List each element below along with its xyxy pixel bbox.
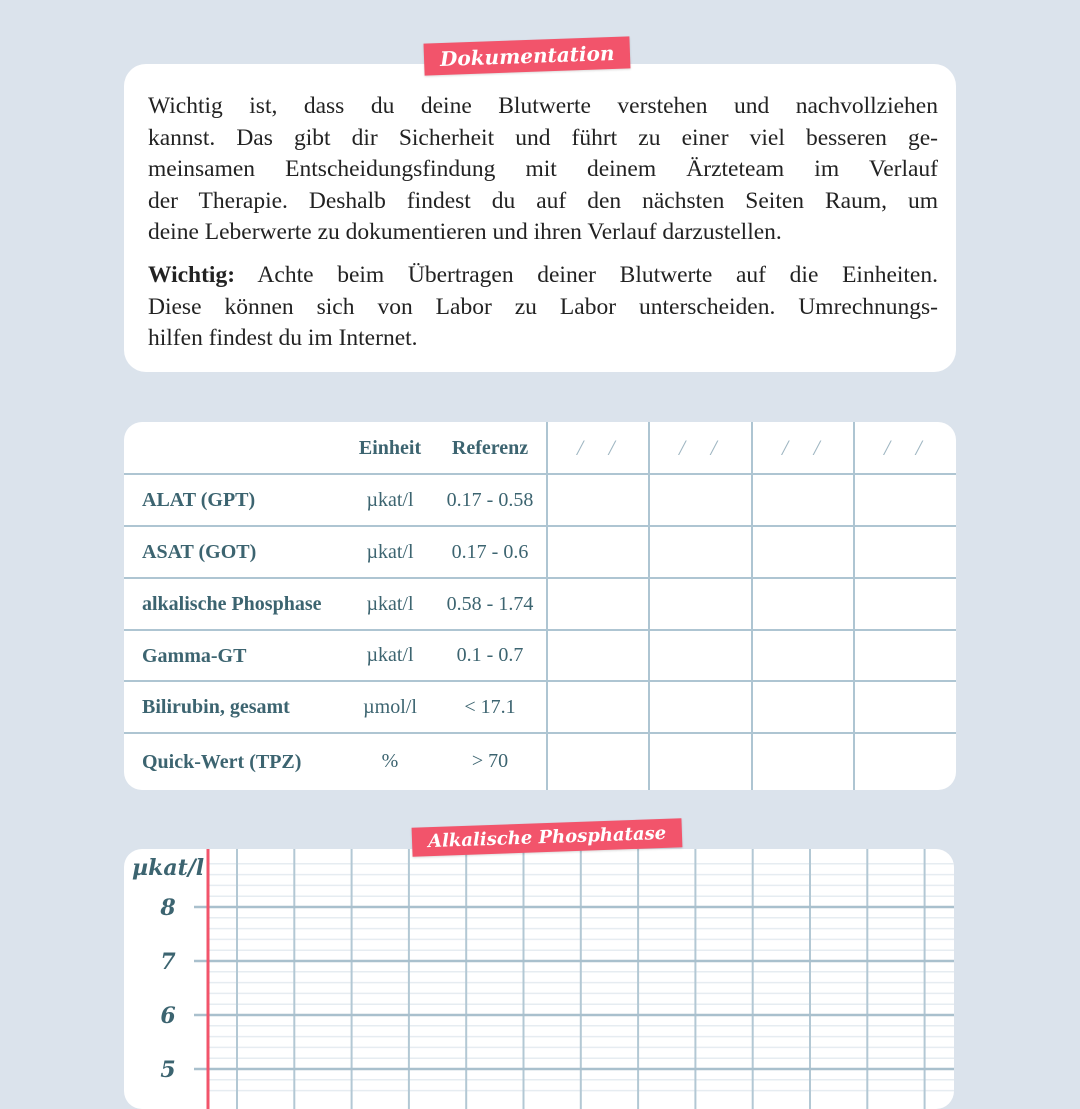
value-input[interactable] [649, 578, 749, 630]
y-tick-label: 6 [160, 1003, 176, 1029]
value-input[interactable] [547, 578, 647, 630]
y-tick-label: 5 [160, 1057, 176, 1083]
value-input[interactable] [547, 526, 647, 578]
warning-paragraph [148, 260, 938, 355]
value-input[interactable] [752, 630, 852, 681]
text-line [148, 260, 938, 292]
value-input[interactable] [547, 681, 647, 733]
header-reference: Referenz [451, 436, 529, 459]
row-reference: 0.58 - 1.74 [446, 592, 534, 615]
value-input[interactable] [752, 681, 852, 733]
row-unit: µkat/l [366, 644, 414, 666]
row-unit: % [381, 750, 399, 772]
value-input[interactable] [649, 630, 749, 681]
row-name: Quick-Wert (TPZ) [142, 750, 302, 773]
value-input[interactable] [854, 474, 954, 526]
header-unit: Einheit [358, 436, 422, 459]
value-input[interactable] [649, 474, 749, 526]
value-input[interactable] [547, 630, 647, 681]
row-unit: µkat/l [366, 540, 414, 563]
text-run: Achte beim Übertragen deiner Blutwerte auf die Einheiten. [235, 262, 938, 288]
documentation-tag: Dokumentation [424, 36, 631, 75]
row-unit: µkat/l [366, 488, 414, 511]
row-reference: < 17.1 [464, 695, 516, 718]
y-tick-label: 8 [160, 895, 176, 921]
value-input[interactable] [854, 733, 954, 790]
intro-card [124, 64, 956, 372]
value-input[interactable] [854, 578, 954, 630]
value-input[interactable] [854, 681, 954, 733]
text-line: der Therapie. Deshalb findest du auf den nächsten Seiten Raum, um [148, 187, 938, 214]
text-line: Diese können sich von Labor zu Labor unterscheiden. Umrechnungs- [148, 293, 938, 320]
value-input[interactable] [649, 733, 749, 790]
row-reference: 0.17 - 0.6 [451, 540, 529, 563]
y-axis-unit: µkat/l [132, 855, 205, 881]
warning-label: Wichtig: [148, 262, 236, 288]
value-input[interactable] [649, 681, 749, 733]
value-input[interactable] [854, 526, 954, 578]
date-field[interactable]: / / [884, 435, 932, 460]
row-name: ALAT (GPT) [142, 489, 256, 511]
value-input[interactable] [752, 578, 852, 630]
row-name: Bilirubin, gesamt [142, 696, 290, 718]
value-input[interactable] [854, 630, 954, 681]
text-line: deine Leberwerte zu dokumentieren und ihren Verlauf darzustellen. [148, 219, 782, 245]
alkaline-phosphatase-chart [124, 849, 954, 1109]
chart-title-tag: Alkalische Phosphatase [412, 818, 683, 856]
row-unit: µkat/l [366, 592, 414, 615]
value-input[interactable] [752, 733, 852, 790]
date-field[interactable]: / / [577, 435, 625, 460]
intro-paragraph [148, 91, 938, 249]
row-name: ASAT (GOT) [142, 541, 257, 563]
value-input[interactable] [649, 526, 749, 578]
value-input[interactable] [547, 474, 647, 526]
row-reference: > 70 [471, 750, 509, 772]
text-line: kannst. Das gibt dir Sicherheit und führt zu einer viel besseren ge- [148, 124, 938, 151]
row-reference: 0.1 - 0.7 [456, 644, 524, 666]
text-line: meinsamen Entscheidungsfindung mit deinem Ärzteteam im Verlauf [148, 156, 938, 182]
date-field[interactable]: / / [679, 435, 727, 460]
text-line: hilfen findest du im Internet. [148, 325, 418, 351]
row-reference: 0.17 - 0.58 [446, 488, 534, 511]
value-input[interactable] [547, 733, 647, 790]
text-line: Wichtig ist, dass du deine Blutwerte verstehen und nachvollziehen [148, 93, 938, 119]
chart-grid[interactable] [124, 849, 954, 1109]
value-input[interactable] [752, 474, 852, 526]
row-name: Gamma-GT [142, 644, 247, 667]
date-field[interactable]: / / [782, 435, 830, 460]
liver-values-table [124, 422, 956, 790]
value-input[interactable] [752, 526, 852, 578]
row-unit: µmol/l [363, 695, 417, 718]
y-tick-label: 7 [160, 949, 176, 975]
row-name: alkalische Phosphase [142, 593, 322, 615]
